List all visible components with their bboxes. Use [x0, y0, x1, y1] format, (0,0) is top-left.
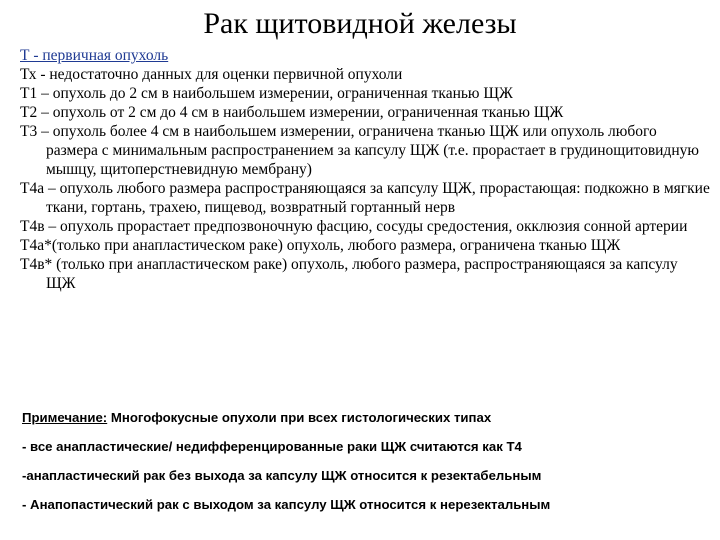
notes-section	[22, 410, 712, 526]
t-item-t4b-anaplastic: Т4в* (только при анапластическом раке) опухоль, любого размера, распространяющаяся за капсулу ЩЖ	[20, 256, 678, 292]
page-title: Рак щитовидной железы	[203, 7, 517, 40]
note-line-nonresectable: - Анапопастический рак с выходом за капсулу ЩЖ относится к нерезектальным	[22, 497, 551, 512]
t-item-t3: Т3 – опухоль более 4 см в наибольшем измерении, ограничена тканью ЩЖ или опухоль любого размера с минимальным распространением за капсулу ЩЖ (т.е. прорастает в грудинощитовидную мышцу, щитоперстневидную мембрану)	[20, 123, 699, 178]
t-item-t4b: Т4в – опухоль прорастает предпозвоночную фасцию, сосуды средостения, окклюзия сонной артерии	[20, 218, 688, 235]
t-section-heading[interactable]: Т - первичная опухоль	[20, 47, 169, 64]
t-item-t4a-anaplastic: Т4а*(только при анапластическом раке) опухоль, любого размера, ограничена тканью ЩЖ	[20, 237, 621, 254]
note-text: Многофокусные опухоли при всех гистологических типах	[107, 410, 492, 425]
note-line-anaplastic-t4: - все анапластические/ недифференцированные раки ЩЖ считаются как Т4	[22, 439, 522, 454]
note-label: Примечание:	[22, 410, 108, 425]
note-line-resectable: -анапластический рак без выхода за капсулу ЩЖ относится к резектабельным	[22, 468, 542, 483]
t-item-t4a: Т4а – опухоль любого размера распространяющаяся за капсулу ЩЖ, прорастающая: подкожно в мягкие ткани, гортань, трахею, пищевод, возвратный гортанный нерв	[20, 180, 710, 216]
t-item-t1: Т1 – опухоль до 2 см в наибольшем измерении, ограниченная тканью ЩЖ	[20, 85, 513, 102]
t-item-tx: Тх - недостаточно данных для оценки первичной опухоли	[20, 66, 403, 83]
note-line	[22, 410, 712, 426]
t-classification-list	[20, 46, 710, 293]
t-item-t2: Т2 – опухоль от 2 см до 4 см в наибольшем измерении, ограниченная тканью ЩЖ	[20, 104, 564, 121]
